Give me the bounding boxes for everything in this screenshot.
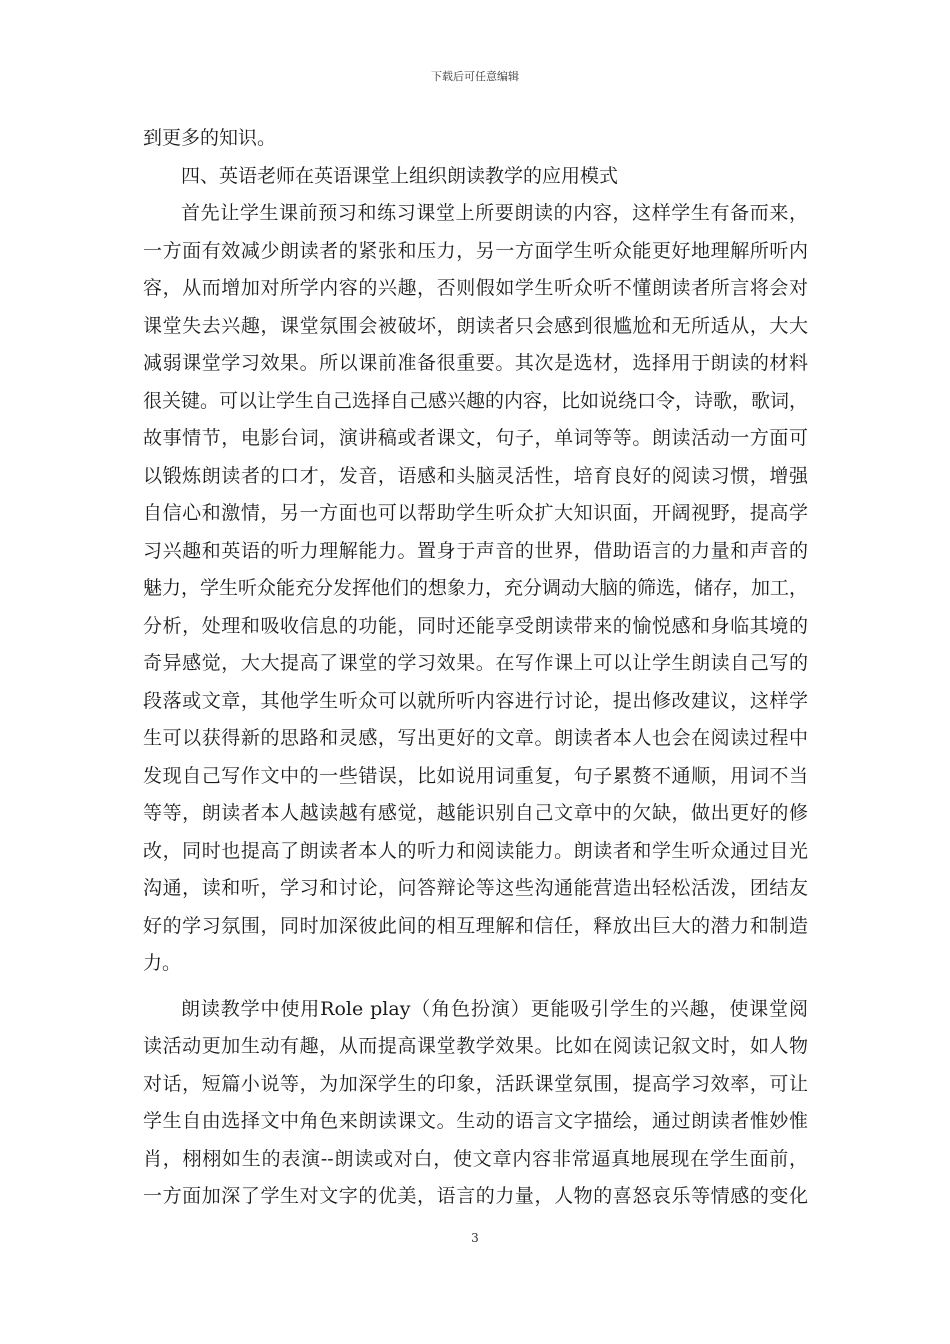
paragraph-line: 生可以获得新的思路和灵感，写出更好的文章。朗读者本人也会在阅读过程中	[143, 727, 808, 749]
paragraph-line: 减弱课堂学习效果。所以课前准备很重要。其次是选材，选择用于朗读的材料	[143, 352, 808, 374]
section-heading: 四、英语老师在英语课堂上组织朗读教学的应用模式	[181, 164, 619, 187]
paragraph-line: 魅力，学生听众能充分发挥他们的想象力，充分调动大脑的筛选，储存，加工，	[143, 577, 809, 599]
paragraph-line: 改，同时也提高了朗读者本人的听力和阅读能力。朗读者和学生听众通过目光	[143, 839, 808, 862]
paragraph-line: 分析，处理和吸收信息的功能，同时还能享受朗读带来的愉悦感和身临其境的	[143, 614, 808, 637]
document-body	[143, 120, 808, 1216]
paragraph-role-play	[143, 991, 808, 1216]
paragraph-spacer	[143, 983, 808, 991]
page-number: 3	[471, 1231, 479, 1245]
paragraph-line: 故事情节，电影台词，演讲稿或者课文，句子，单词等等。朗读活动一方面可	[143, 427, 808, 449]
paragraph-line: 学生自由选择文中角色来朗读课文。生动的语言文字描绘，通过朗读者惟妙惟	[143, 1110, 808, 1132]
paragraph-line: 自信心和激情，另一方面也可以帮助学生听众扩大知识面，开阔视野，提高学	[143, 502, 808, 524]
paragraph-line: 好的学习氛围，同时加深彼此间的相互理解和信任，释放出巨大的潜力和制造	[143, 914, 808, 937]
paragraph-line: 对话，短篇小说等，为加深学生的印象，活跃课堂氛围，提高学习效率，可让	[143, 1072, 808, 1095]
page-header: 下载后可任意编辑	[431, 70, 519, 83]
paragraph-line: 首先让学生课前预习和练习课堂上所要朗读的内容，这样学生有备而来，	[181, 202, 808, 224]
paragraph-line: 肖，栩栩如生的表演--朗读或对白，使文章内容非常逼真地展现在学生面前，	[143, 1147, 808, 1170]
paragraph-line: 奇异感觉，大大提高了课堂的学习效果。在写作课上可以让学生朗读自己写的	[143, 652, 808, 674]
paragraph-line: 一方面有效减少朗读者的紧张和压力，另一方面学生听众能更好地理解所听内	[143, 239, 808, 262]
paragraph-line: 很关键。可以让学生自己选择自己感兴趣的内容，比如说绕口令，诗歌，歌词，	[143, 389, 809, 412]
paragraph-line: 读活动更加生动有趣，从而提高课堂教学效果。比如在阅读记叙文时，如人物	[143, 1035, 808, 1057]
paragraph-line: 沟通，读和听，学习和讨论，问答辩论等这些沟通能营造出轻松活泼，团结友	[143, 877, 808, 899]
paragraph-line: 容，从而增加对所学内容的兴趣，否则假如学生听众听不懂朗读者所言将会对	[143, 277, 808, 299]
paragraph-line: 一方面加深了学生对文字的优美，语言的力量，人物的喜怒哀乐等情感的变化	[143, 1185, 808, 1207]
paragraph-line: 发现自己写作文中的一些错误，比如说用词重复，句子累赘不通顺，用词不当	[143, 764, 808, 787]
paragraph-line: 等等，朗读者本人越读越有感觉，越能识别自己文章中的欠缺，做出更好的修	[143, 802, 808, 824]
paragraph-line: 段落或文章，其他学生听众可以就所听内容进行讨论，提出修改建议，这样学	[143, 689, 808, 712]
paragraph-line: 以锻炼朗读者的口才，发音，语感和头脑灵活性，培育良好的阅读习惯，增强	[143, 464, 808, 487]
paragraph-line: 力。	[143, 952, 182, 974]
paragraph-reading-model	[143, 195, 808, 983]
paragraph-line: 课堂失去兴趣，课堂氛围会被破坏，朗读者只会感到很尴尬和无所适从，大大	[143, 314, 808, 337]
paragraph-line: 朗读教学中使用Role play（角色扮演）更能吸引学生的兴趣，使课堂阅	[181, 997, 808, 1020]
paragraph-line: 习兴趣和英语的听力理解能力。置身于声音的世界，借助语言的力量和声音的	[143, 539, 808, 562]
paragraph-line: 到更多的知识。	[143, 127, 277, 149]
